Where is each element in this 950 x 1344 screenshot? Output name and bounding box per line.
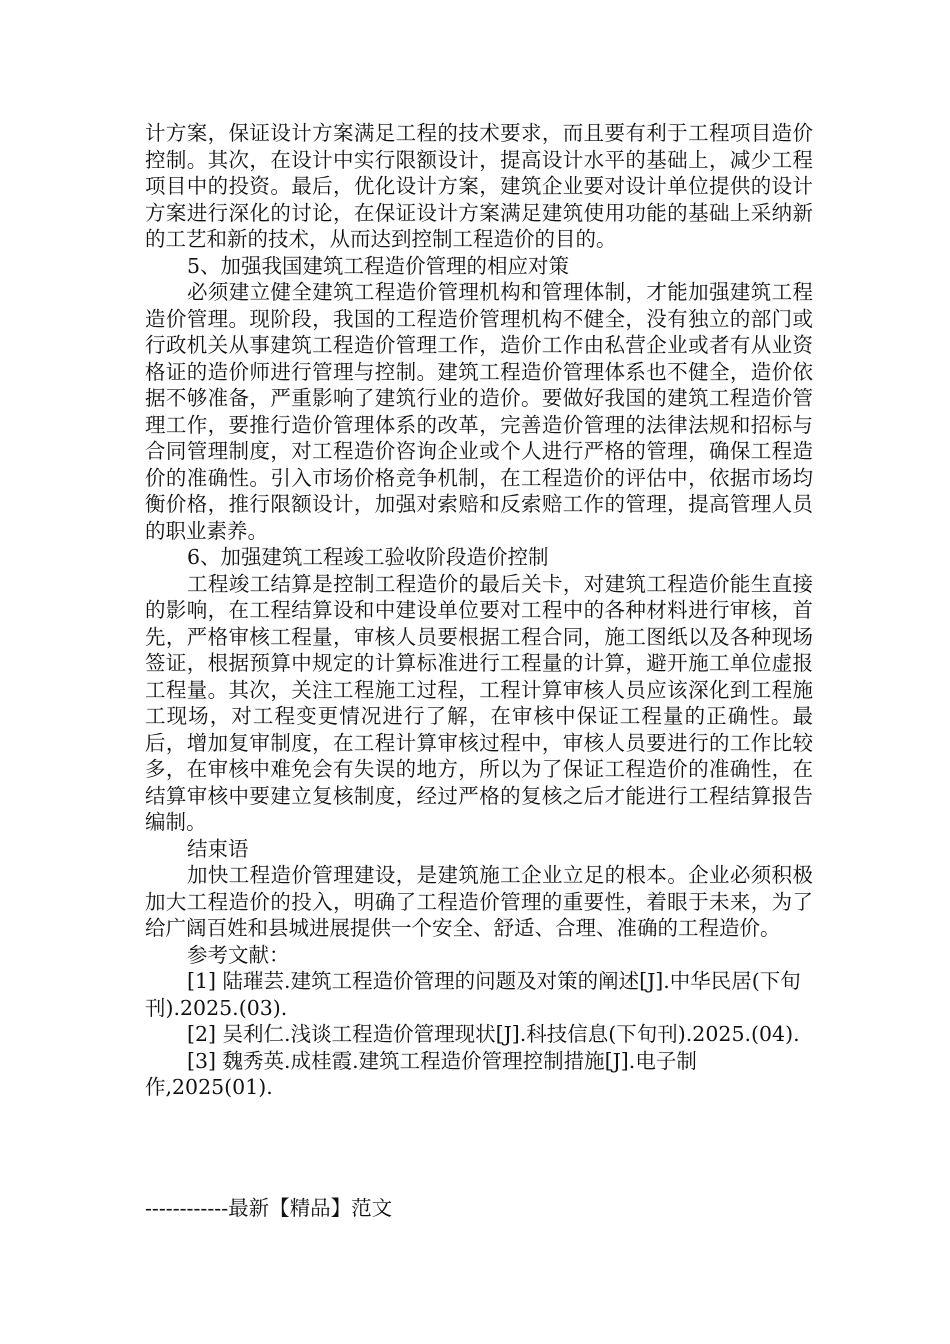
section-5-heading: 5、加强我国建筑工程造价管理的相应对策 (187, 253, 570, 278)
reference-item-2: [2] 吴利仁.浅谈工程造价管理现状[J].科技信息(下旬刊).2025.(04). (187, 1022, 800, 1046)
section-5-paragraph: 必须建立健全建筑工程造价管理机构和管理体制，才能加强建筑工程造价管理。现阶段，我国的工程造价管理机构不健全，没有独立的部门或行政机关从事建筑工程造价管理工作，造价工作由私营企业或者有从业资格证的造价师进行管理与控制。建筑工程造价管理体系也不健全，造价依据不够准备，严重影响了建筑行业的造价。要做好我国的建筑工程造价管理工作，要推行造价管理体系的改革，完善造价管理的法律法规和招标与合同管理制度，对工程造价咨询企业或个人进行严格的管理，确保工程造价的准确性。引入市场价格竞争机制，在工程造价的评估中，依据市场均衡价格，推行限额设计，加强对索赔和反索赔工作的管理，提高管理人员的职业素养。 (145, 280, 813, 543)
continuation-paragraph: 计方案，保证设计方案满足工程的技术要求，而且要有利于工程项目造价控制。其次，在设计中实行限额设计，提高设计水平的基础上，减少工程项目中的投资。最后，优化设计方案，建筑企业要对设计单位提供的设计方案进行深化的讨论，在保证设计方案满足建筑使用功能的基础上采纳新的工艺和新的技术，从而达到控制工程造价的目的。 (145, 121, 813, 251)
section-6-paragraph: 工程竣工结算是控制工程造价的最后关卡，对建筑工程造价能生直接的影响，在工程结算设和中建设单位要对工程中的各种材料进行审核，首先，严格审核工程量，审核人员要根据工程合同，施工图纸以及各种现场签证，根据预算中规定的计算标准进行工程量的计算，避开施工单位虚报工程量。其次，关注工程施工过程，工程计算审核人员应该深化到工程施工现场，对工程变更情况进行了解，在审核中保证工程量的正确性。最后，增加复审制度，在工程计算审核过程中，审核人员要进行的工作比较多，在审核中难免会有失误的地方，所以为了保证工程造价的准确性，在结算审核中要建立复核制度，经过严格的复核之后才能进行工程结算报告编制。 (145, 571, 813, 834)
conclusion-paragraph: 加快工程造价管理建设，是建筑施工企业立足的根本。企业必须积极加大工程造价的投入，明确了工程造价管理的重要性，着眼于未来，为了给广阔百姓和县城进展提供一个安全、舒适、合理、准确的工程造价。 (145, 863, 813, 940)
reference-item-3: [3] 魏秀英.成桂霞.建筑工程造价管理控制措施[J].电子制作,2025(01). (145, 1048, 697, 1099)
conclusion-heading: 结束语 (187, 836, 249, 861)
references-heading: 参考文献： (187, 942, 290, 967)
document-body (145, 120, 813, 1101)
section-6-heading: 6、加强建筑工程竣工验收阶段造价控制 (187, 545, 549, 569)
page-footer: ------------最新【精品】范文 (145, 1196, 393, 1220)
reference-item-1: [1] 陆璀芸.建筑工程造价管理的问题及对策的阐述[J].中华民居(下旬刊).2025.(03). (145, 969, 801, 1020)
